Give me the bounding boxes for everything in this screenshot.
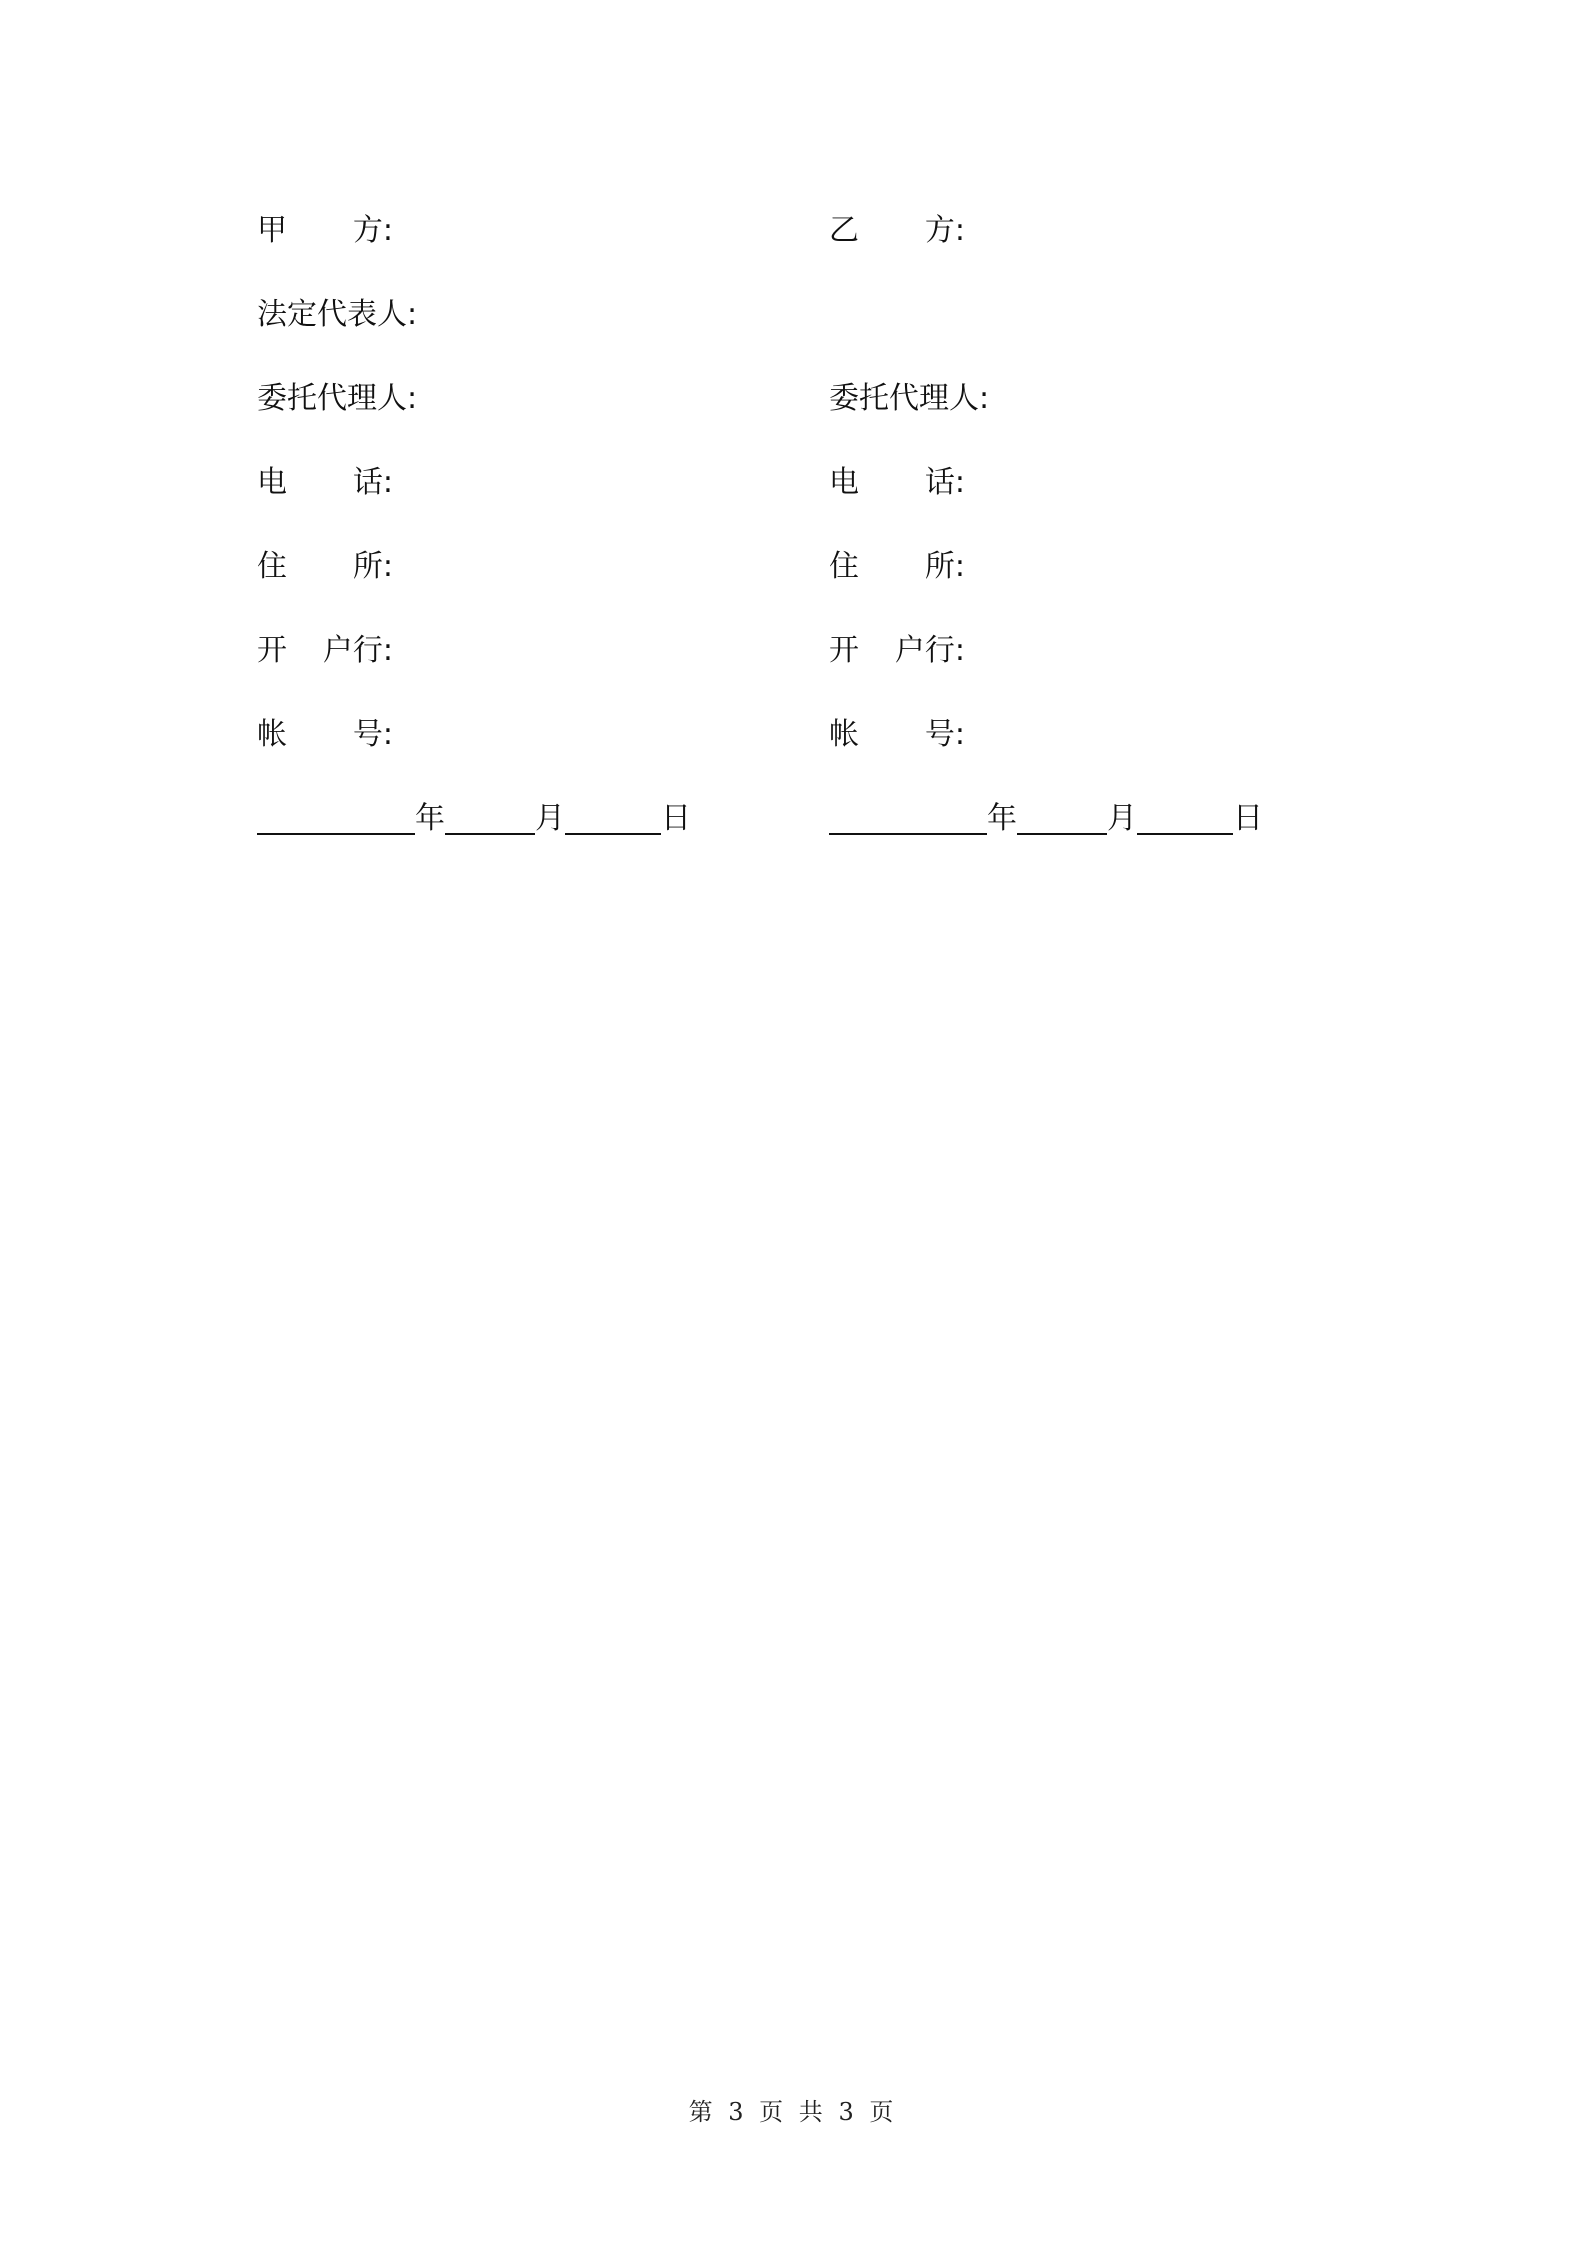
month-blank <box>1017 803 1107 835</box>
party-b-date-line <box>829 797 1263 841</box>
party-a-label-char: 甲 <box>257 213 287 248</box>
party-b-name-label <box>829 209 965 253</box>
party-a-phone-label <box>257 461 393 505</box>
party-b-address-label <box>829 545 965 589</box>
page-number-footer: 第 3 页 共 3 页 <box>688 2098 898 2126</box>
party-b-label-suffix: 方: <box>924 213 965 248</box>
day-blank <box>565 803 661 835</box>
legal-rep-label-text: 法定代表人: <box>257 297 418 332</box>
day-char: 日 <box>1233 801 1263 836</box>
year-blank <box>257 803 415 835</box>
bank-label-suffix: 户行: <box>322 633 393 668</box>
agent-label-text: 委托代理人: <box>829 381 990 416</box>
party-b-label-char: 乙 <box>829 213 859 248</box>
party-a-name-label <box>257 209 393 253</box>
party-b-bank-label <box>829 629 965 673</box>
address-label-suffix: 所: <box>924 549 965 584</box>
phone-label-char: 电 <box>257 465 287 500</box>
address-label-char: 住 <box>257 549 287 584</box>
account-label-char: 帐 <box>829 717 859 752</box>
party-a-agent-label <box>257 377 417 421</box>
account-label-char: 帐 <box>257 717 287 752</box>
agent-label-text: 委托代理人: <box>257 381 418 416</box>
phone-label-char: 电 <box>829 465 859 500</box>
party-a-label-suffix: 方: <box>352 213 393 248</box>
day-blank <box>1137 803 1233 835</box>
year-blank <box>829 803 987 835</box>
party-a-legal-rep-label <box>257 293 417 337</box>
party-a-date-line <box>257 797 691 841</box>
party-a-bank-label <box>257 629 393 673</box>
account-label-suffix: 号: <box>352 717 393 752</box>
party-b-agent-label <box>829 377 989 421</box>
year-char: 年 <box>987 801 1017 836</box>
party-b-account-label <box>829 713 965 757</box>
party-a-address-label <box>257 545 393 589</box>
day-char: 日 <box>661 801 691 836</box>
bank-label-char: 开 <box>829 633 859 668</box>
bank-label-suffix: 户行: <box>894 633 965 668</box>
year-char: 年 <box>415 801 445 836</box>
phone-label-suffix: 话: <box>352 465 393 500</box>
party-b-phone-label <box>829 461 965 505</box>
month-blank <box>445 803 535 835</box>
address-label-char: 住 <box>829 549 859 584</box>
month-char: 月 <box>1107 801 1137 836</box>
phone-label-suffix: 话: <box>924 465 965 500</box>
account-label-suffix: 号: <box>924 717 965 752</box>
bank-label-char: 开 <box>257 633 287 668</box>
address-label-suffix: 所: <box>352 549 393 584</box>
party-a-account-label <box>257 713 393 757</box>
month-char: 月 <box>535 801 565 836</box>
